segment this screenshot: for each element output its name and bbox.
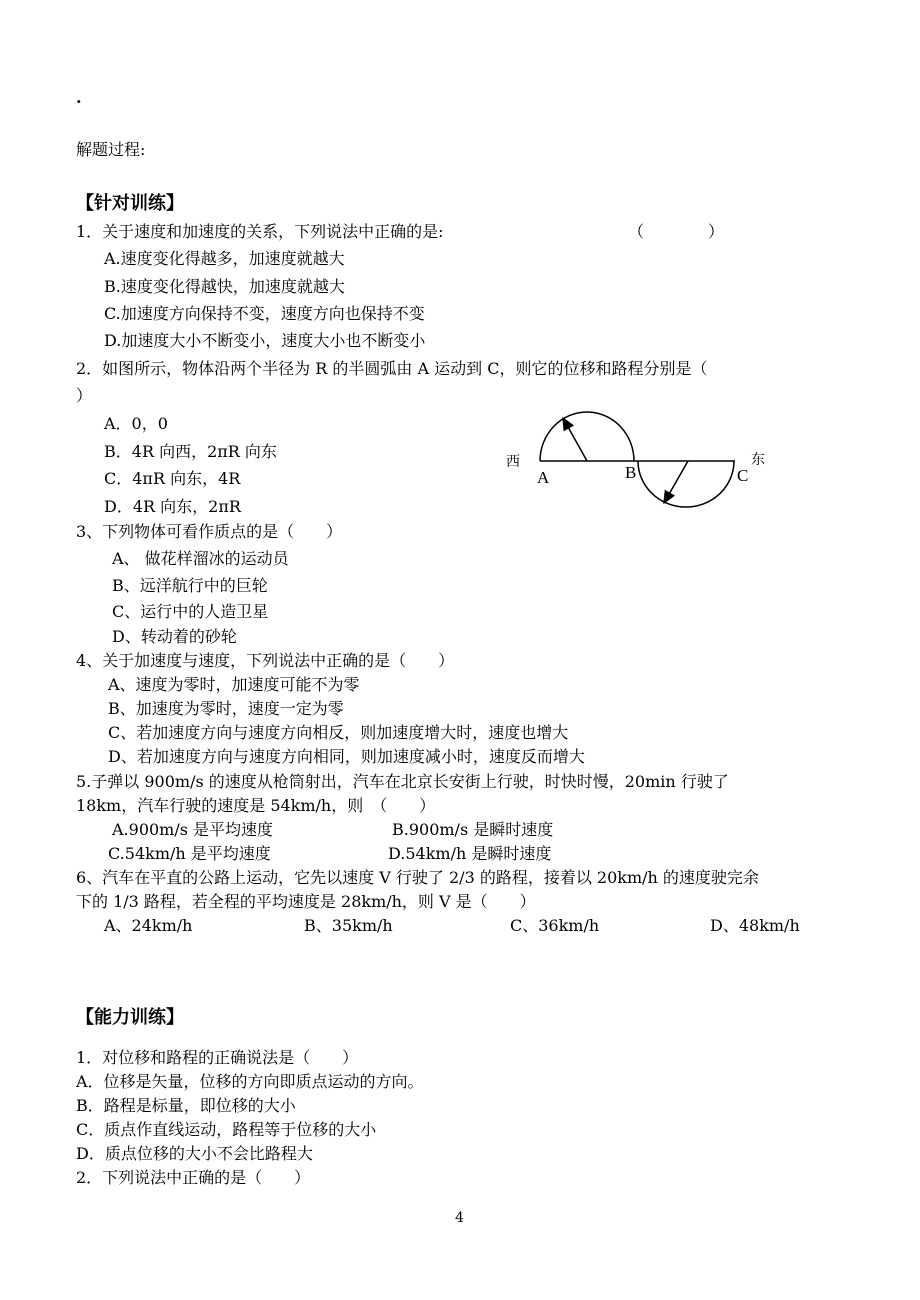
top-dot: . — [76, 88, 82, 107]
radius-arrow-upper — [563, 418, 587, 461]
label-west: 西 — [506, 455, 520, 470]
question-4-option-d: D、若加速度方向与速度方向相同，则加速度减小时，速度反而增大 — [108, 747, 585, 766]
page-number: 4 — [455, 1210, 464, 1226]
question-3-option-b: B、远洋航行中的巨轮 — [112, 576, 268, 595]
question-3-stem: 3、下列物体可看作质点的是（ ） — [76, 522, 343, 541]
question-3-option-d: D、转动着的砂轮 — [112, 627, 237, 646]
question-1-answer-paren: （ ） — [628, 222, 725, 241]
semicircle-path-diagram — [500, 400, 790, 515]
upper-semicircle-arc — [540, 412, 634, 461]
question-4-option-a: A、速度为零时，加速度可能不为零 — [108, 675, 360, 694]
section-title-ability-training: 【能力训练】 — [76, 1007, 184, 1028]
question-3-option-c: C、运行中的人造卫星 — [112, 602, 269, 621]
question-6-option-c: C、36km/h — [510, 916, 600, 935]
radius-arrow-lower — [664, 461, 688, 503]
question-4-stem: 4、关于加速度与速度，下列说法中正确的是（ ） — [76, 651, 455, 670]
section-title-targeted-training: 【针对训练】 — [76, 193, 184, 214]
question-1-option-c: C.加速度方向保持不变，速度方向也保持不变 — [104, 304, 425, 323]
question-3-option-a: A、 做花样溜冰的运动员 — [112, 549, 289, 568]
question-4-option-b: B、加速度为零时，速度一定为零 — [108, 699, 344, 718]
question-5-option-c: C.54km/h 是平均速度 — [108, 844, 271, 863]
question-4-option-c: C、若加速度方向与速度方向相反，则加速度增大时，速度也增大 — [108, 723, 569, 742]
question-2-option-b: B．4R 向西，2πR 向东 — [104, 442, 277, 461]
ability-question-1-option-c: C．质点作直线运动，路程等于位移的大小 — [76, 1120, 377, 1139]
lower-semicircle-arc — [638, 461, 734, 507]
label-east: 东 — [751, 453, 765, 468]
question-2-option-a: A．0，0 — [104, 414, 168, 433]
label-b: B — [625, 463, 637, 482]
ability-question-1-option-d: D．质点位移的大小不会比路程大 — [76, 1144, 313, 1163]
ability-question-2-stem: 2．下列说法中正确的是（ ） — [76, 1168, 311, 1187]
question-6-option-b: B、35km/h — [304, 916, 393, 935]
ability-question-1-option-b: B．路程是标量，即位移的大小 — [76, 1096, 296, 1115]
solution-label: 解题过程: — [76, 140, 146, 159]
question-1-stem: 1．关于速度和加速度的关系，下列说法中正确的是: — [76, 222, 444, 241]
question-2-stem: 2．如图所示，物体沿两个半径为 R 的半圆弧由 A 运动到 C，则它的位移和路程分别是（ — [76, 359, 708, 378]
question-1-option-b: B.速度变化得越快，加速度就越大 — [104, 277, 345, 296]
question-5-option-a: A.900m/s 是平均速度 — [112, 820, 274, 839]
question-1-option-a: A.速度变化得越多，加速度就越大 — [104, 249, 345, 268]
question-6-option-d: D、48km/h — [710, 916, 800, 935]
question-5-option-b: B.900m/s 是瞬时速度 — [392, 820, 554, 839]
question-1-option-d: D.加速度大小不断变小，速度大小也不断变小 — [104, 331, 426, 350]
question-6-option-a: A、24km/h — [104, 916, 193, 935]
question-6-line-1: 6、汽车在平直的公路上运动，它先以速度 V 行驶了 2/3 的路程，接着以 20km/h 的速度驶完余 — [76, 868, 759, 887]
question-5-option-d: D.54km/h 是瞬时速度 — [388, 844, 552, 863]
ability-question-1-option-a: A．位移是矢量，位移的方向即质点运动的方向。 — [76, 1072, 424, 1091]
question-2-stem-cont: ） — [76, 386, 93, 405]
question-6-line-2: 下的 1/3 路程，若全程的平均速度是 28km/h，则 V 是（ ） — [76, 892, 536, 911]
question-5-line-2: 18km，汽车行驶的速度是 54km/h，则 （ ） — [76, 796, 436, 815]
question-5-line-1: 5.子弹以 900m/s 的速度从枪筒射出，汽车在北京长安街上行驶，时快时慢，20min 行驶了 — [76, 772, 729, 791]
question-2-option-d: D．4R 向东，2πR — [104, 497, 241, 516]
label-a: A — [537, 468, 550, 487]
label-c: C — [737, 466, 749, 485]
question-2-option-c: C．4πR 向东，4R — [104, 469, 241, 488]
ability-question-1-stem: 1．对位移和路程的正确说法是（ ） — [76, 1048, 359, 1067]
